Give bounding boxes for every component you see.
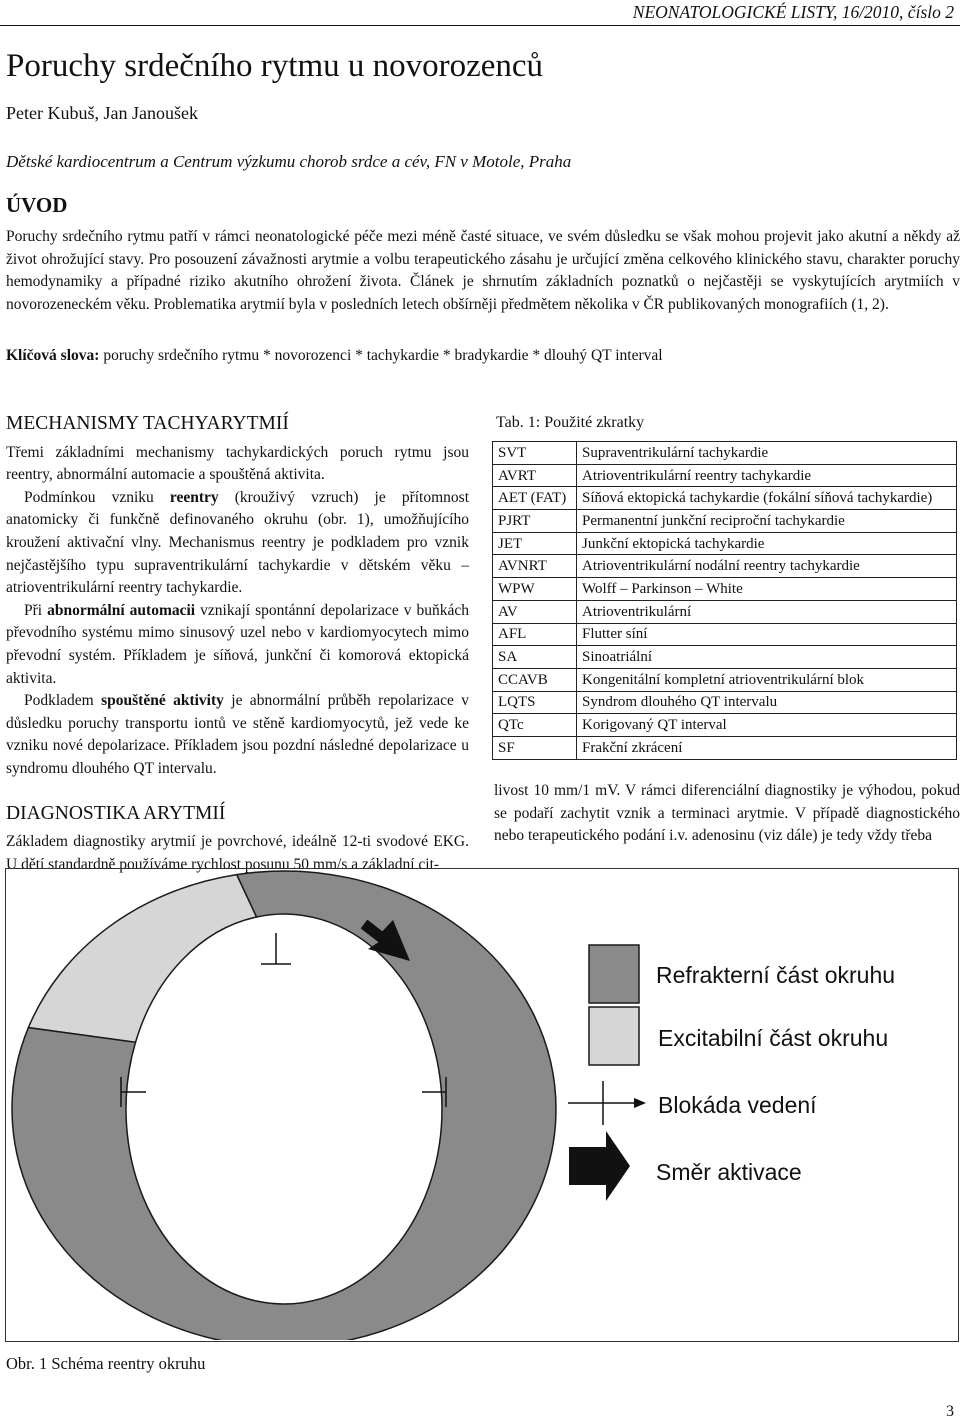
ring-excitable-segment — [28, 875, 256, 1043]
legend-block-symbol — [568, 1081, 634, 1125]
table-row — [493, 600, 957, 623]
diagnostics-heading: DIAGNOSTIKA ARYTMIÍ — [6, 802, 226, 824]
mechanisms-paragraph-1: Třemi základními mechanismy tachykardických poruch rytmu jsou reentry, abnormální automacie a spouštěná aktivita. — [6, 443, 469, 484]
meaning-cell: Syndrom dlouhého QT intervalu — [577, 691, 957, 714]
table-row — [493, 646, 957, 669]
meaning-cell: Frakční zkrácení — [577, 736, 957, 759]
abbreviations-table — [492, 441, 957, 760]
table-row — [493, 532, 957, 555]
abbr-cell: WPW — [493, 578, 577, 601]
abbr-cell: AVRT — [493, 464, 577, 487]
mechanisms-paragraph-4: Podkladem spouštěné aktivity je abnormální průběh repolarizace v důsledku poruchy transportu iontů ve stěně kardiomyocytů, jež vede ke vzniku nové depolarizace. Příkladem jsou pozdní následné depolarizace u syndromu dlouhého QT intervalu. — [6, 692, 470, 777]
left-column — [6, 413, 469, 876]
term-reentry: reentry — [169, 488, 219, 506]
keywords-label: Klíčová slova: — [6, 347, 100, 364]
figure-caption: Obr. 1 Schéma reentry okruhu — [6, 1354, 206, 1373]
meaning-cell: Junkční ektopická tachykardie — [577, 532, 957, 555]
table-row — [493, 623, 957, 646]
legend-excitable-swatch — [589, 1007, 639, 1065]
meaning-cell: Supraventrikulární tachykardie — [577, 442, 957, 465]
abbr-cell: AFL — [493, 623, 577, 646]
table-row — [493, 714, 957, 737]
abbr-cell: AVNRT — [493, 555, 577, 578]
meaning-cell: Atrioventrikulární nodální reentry tachykardie — [577, 555, 957, 578]
table-row — [493, 736, 957, 759]
header-rule — [0, 25, 960, 26]
diagnostics-paragraph-continued: livost 10 mm/1 mV. V rámci diferenciální diagnostiky je výhodou, pokud se podaří zachytit vznik a terminaci arytmie. V případě diagnostického nebo terapeutického podání i.v. adenosinu (viz dále) je tedy vždy třeba — [494, 782, 960, 845]
intro-paragraph: Poruchy srdečního rytmu patří v rámci neonatologické péče mezi méně časté situace, ve svém důsledku se však mohou projevit jako akutní a někdy až život ohrožující stavy. Pro posouzení závažnosti arytmie a volbu terapeutického zásahu je určující změna celkového klinického stavu, charakter poruchy hemodynamiky a případné riziko akutního ohrožení života. Článek je shrnutím základních poznatků o nejčastěji se vyskytujících arytmiích v novorozeneckém věku. Problematika arytmií byla v posledních letech obšírněji předmětem několika v ČR publikovaných monografiích (1, 2). — [6, 228, 960, 313]
meaning-cell: Sinoatriální — [577, 646, 957, 669]
mechanisms-heading: MECHANISMY TACHYARYTMIÍ — [6, 413, 289, 434]
article-title: Poruchy srdečního rytmu u novorozenců — [6, 48, 544, 84]
legend-block-arrowhead — [634, 1098, 646, 1108]
figure-reentry-schema — [5, 868, 959, 1342]
legend-refractory-label: Refrakterní část okruhu — [656, 962, 896, 988]
meaning-cell: Atrioventrikulární — [577, 600, 957, 623]
table-row — [493, 555, 957, 578]
block-marker-top — [261, 933, 291, 964]
table-caption: Tab. 1: Použité zkratky — [496, 414, 645, 431]
abbr-cell: JET — [493, 532, 577, 555]
article-affiliation: Dětské kardiocentrum a Centrum výzkumu chorob srdce a cév, FN v Motole, Praha — [6, 152, 572, 171]
table-row — [493, 668, 957, 691]
table-row — [493, 442, 957, 465]
abbr-cell: AET (FAT) — [493, 487, 577, 510]
abbr-cell: CCAVB — [493, 668, 577, 691]
abbr-cell: AV — [493, 600, 577, 623]
term-spoustena-aktivita: spouštěné aktivity — [101, 692, 224, 710]
right-column — [494, 780, 960, 848]
direction-arrow-icon — [569, 1131, 630, 1201]
table-row — [493, 578, 957, 601]
meaning-cell: Kongenitální kompletní atrioventrikulární blok — [577, 668, 957, 691]
intro-heading: ÚVOD — [6, 193, 68, 217]
meaning-cell: Atrioventrikulární reentry tachykardie — [577, 464, 957, 487]
legend-block-label: Blokáda vedení — [658, 1092, 817, 1118]
keywords-text: poruchy srdečního rytmu * novorozenci * tachykardie * bradykardie * dlouhý QT interval — [103, 347, 663, 364]
diagnostics-paragraph-1: Základem diagnostiky arytmií je povrchové, ideálně 12-ti svodové EKG. U dětí standardně používáme rychlost posunu 50 mm/s a základní cit- — [6, 833, 469, 873]
mechanisms-paragraph-3: Při abnormální automacii vznikají spontánní depolarizace v buňkách převodního systému mimo sinusový uzel nebo v kardiomyocytech mimo převodní systém. Příkladem je síňová, junkční či komorová ektopická aktivita. — [6, 601, 470, 687]
mechanisms-paragraph-2: Podmínkou vzniku reentry (krouživý vzruch) je přítomnost anatomicky či funkčně definovaného okruhu (obr. 1), umožňujícího kroužení aktivační vlny. Mechanismus reentry je podkladem pro vznik nejčastějšího typu supraventrikulární tachykardie v dětském věku – atrioventrikulární reentry tachykardie. — [6, 488, 469, 597]
abbr-cell: SA — [493, 646, 577, 669]
table-row — [493, 691, 957, 714]
legend-refractory-swatch — [589, 945, 639, 1003]
table-row — [493, 510, 957, 533]
reentry-ring — [12, 871, 556, 1340]
keywords — [6, 347, 663, 365]
journal-header: NEONATOLOGICKÉ LISTY, 16/2010, číslo 2 — [632, 2, 954, 22]
article-authors: Peter Kubuš, Jan Janoušek — [6, 103, 198, 123]
abbr-cell: PJRT — [493, 510, 577, 533]
meaning-cell: Flutter síní — [577, 623, 957, 646]
table-row — [493, 487, 957, 510]
abbr-cell: QTc — [493, 714, 577, 737]
abbr-cell: LQTS — [493, 691, 577, 714]
legend-direction-label: Směr aktivace — [656, 1159, 802, 1185]
meaning-cell: Korigovaný QT interval — [577, 714, 957, 737]
page-number: 3 — [946, 1403, 954, 1420]
reentry-diagram — [6, 869, 957, 1340]
meaning-cell: Permanentní junkční reciproční tachykardie — [577, 510, 957, 533]
meaning-cell: Síňová ektopická tachykardie (fokální síňová tachykardie) — [577, 487, 957, 510]
table-row — [493, 464, 957, 487]
term-automacie: abnormální automacii — [47, 601, 196, 619]
legend-excitable-label: Excitabilní část okruhu — [658, 1025, 889, 1051]
abbr-cell: SF — [493, 736, 577, 759]
abbr-cell: SVT — [493, 442, 577, 465]
meaning-cell: Wolff – Parkinson – White — [577, 578, 957, 601]
